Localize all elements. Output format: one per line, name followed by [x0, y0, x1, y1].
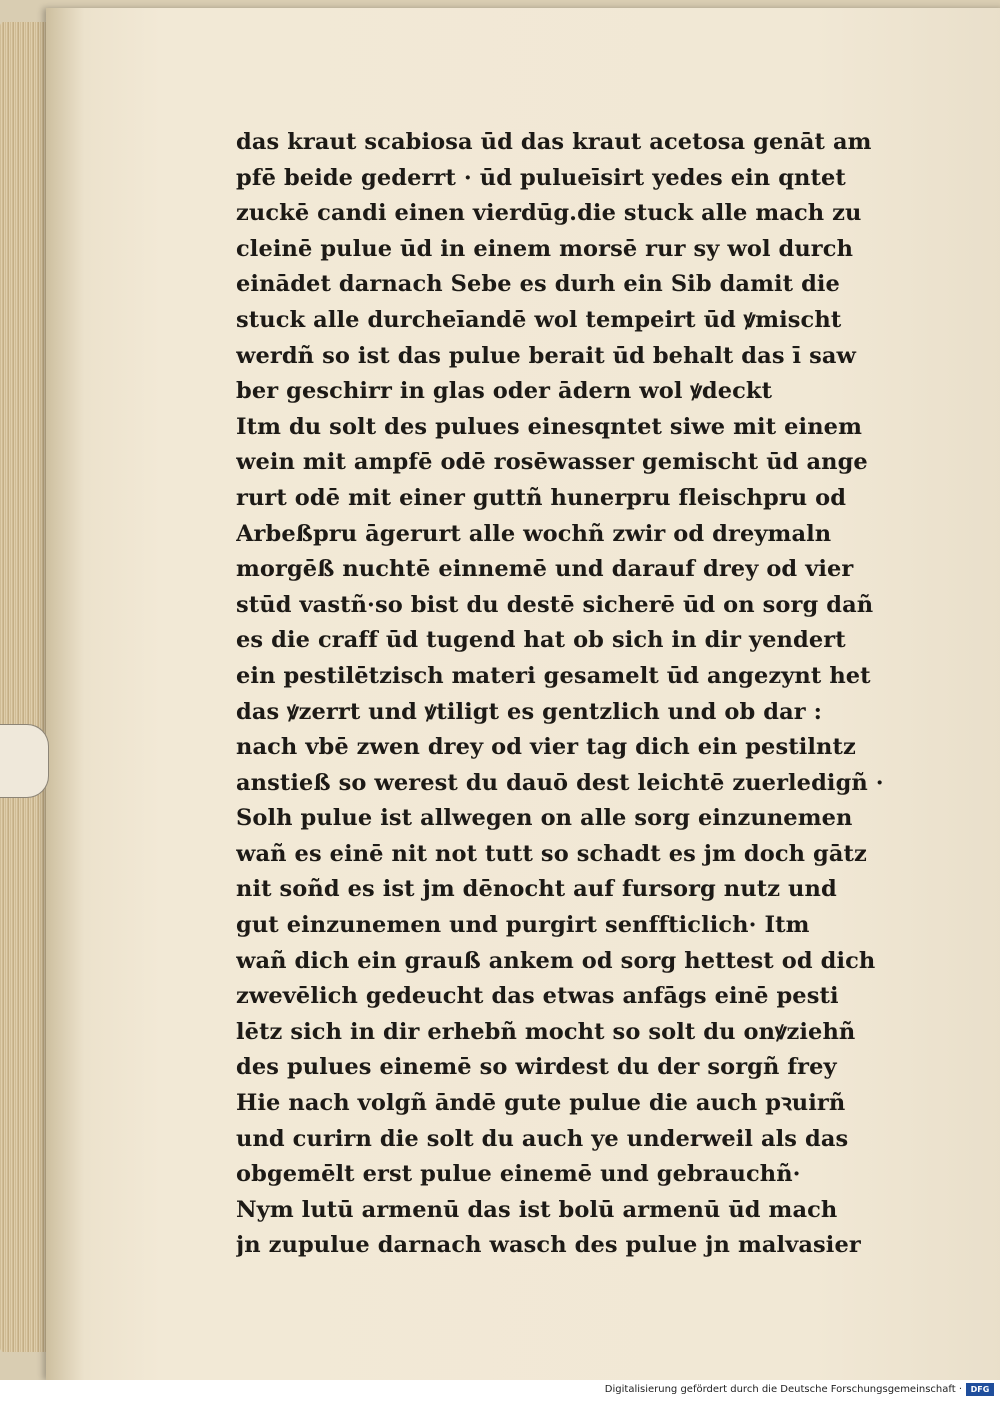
text-line: das ꝟzerrt und ꝟtiligt es gentzlich und ob dar :: [236, 698, 823, 725]
text-line: Hie nach volgñ āndē gute pulue die auch pꝛuirñ: [236, 1090, 846, 1117]
text-line: cleinē pulue ūd in einem morsē rur sy wol durch: [236, 235, 854, 262]
text-line: das kraut scabiosa ūd das kraut acetosa genāt am: [236, 129, 872, 155]
text-line: Solh pulue ist allwegen on alle sorg einzunemen: [236, 805, 853, 832]
funding-credit: Digitalisierung gefördert durch die Deutsche Forschungsgemeinschaft ·: [604, 1384, 962, 1395]
text-line: stuck alle durcheīandē wol tempeirt ūd ꝟmischt: [236, 306, 842, 333]
text-line: wein mit ampfē odē rosēwasser gemischt ūd ange: [236, 449, 868, 476]
text-line: lētz sich in dir erhebñ mocht so solt du onꝟziehñ: [236, 1018, 856, 1045]
text-line: und curirn die solt du auch ye underweil als das: [236, 1125, 849, 1152]
text-line: rurt odē mit einer guttñ hunerpru fleischpru od: [236, 484, 847, 511]
text-line: obgemēlt erst pulue einemē und gebrauchñ·: [236, 1161, 801, 1188]
text-line: gut einzunemen und purgirt senffticlich· Itm: [236, 912, 810, 939]
text-line: ein pestilētzisch materi gesamelt ūd angezynt het: [236, 662, 871, 689]
text-line: ber geschirr in glas oder ādern wol ꝟdeckt: [236, 378, 773, 405]
text-line: zuckē candi einen vierdūg.die stuck alle mach zu: [236, 200, 862, 227]
footer-bar: [0, 1380, 1000, 1401]
page-tab-marker: [0, 724, 49, 798]
text-line: es die craff ūd tugend hat ob sich in dir yendert: [236, 627, 846, 654]
text-line: Nym lutū armenū das ist bolū armenū ūd mach: [236, 1196, 838, 1223]
text-line: Arbeßpru āgerurt alle wochñ zwir od dreymaln: [236, 520, 832, 547]
text-block: [236, 125, 886, 1264]
text-line: anstieß so werest du dauō dest leichtē zuerledigñ ·: [236, 769, 884, 796]
text-line: pfē beide gederrt · ūd pulueīsirt yedes ein qntet: [236, 164, 846, 191]
text-line: wañ dich ein grauß ankem od sorg hettest od dich: [236, 947, 876, 974]
text-line: wañ es einē nit not tutt so schadt es jm doch gātz: [236, 840, 867, 867]
text-line: des pulues einemē so wirdest du der sorgñ frey: [236, 1054, 837, 1081]
text-line: jn zupulue darnach wasch des pulue jn malvasier: [236, 1232, 861, 1259]
text-line: einādet darnach Sebe es durh ein Sib damit die: [236, 271, 840, 298]
dfg-logo: DFG: [966, 1383, 994, 1396]
text-line: werdñ so ist das pulue berait ūd behalt das ī saw: [236, 342, 857, 369]
text-line: nach vbē zwen drey od vier tag dich ein pestilntz: [236, 734, 856, 761]
text-line: morgēß nuchtē einnemē und darauf drey od vier: [236, 556, 854, 583]
text-line: nit soñd es ist jm dēnocht auf fursorg nutz und: [236, 876, 837, 903]
text-line: zwevēlich gedeucht das etwas anfāgs einē pesti: [236, 983, 839, 1010]
text-line: stūd vastñ·so bist du destē sicherē ūd on sorg dañ: [236, 591, 874, 618]
text-line: Itm du solt des pulues einesqntet siwe mit einem: [236, 413, 862, 440]
